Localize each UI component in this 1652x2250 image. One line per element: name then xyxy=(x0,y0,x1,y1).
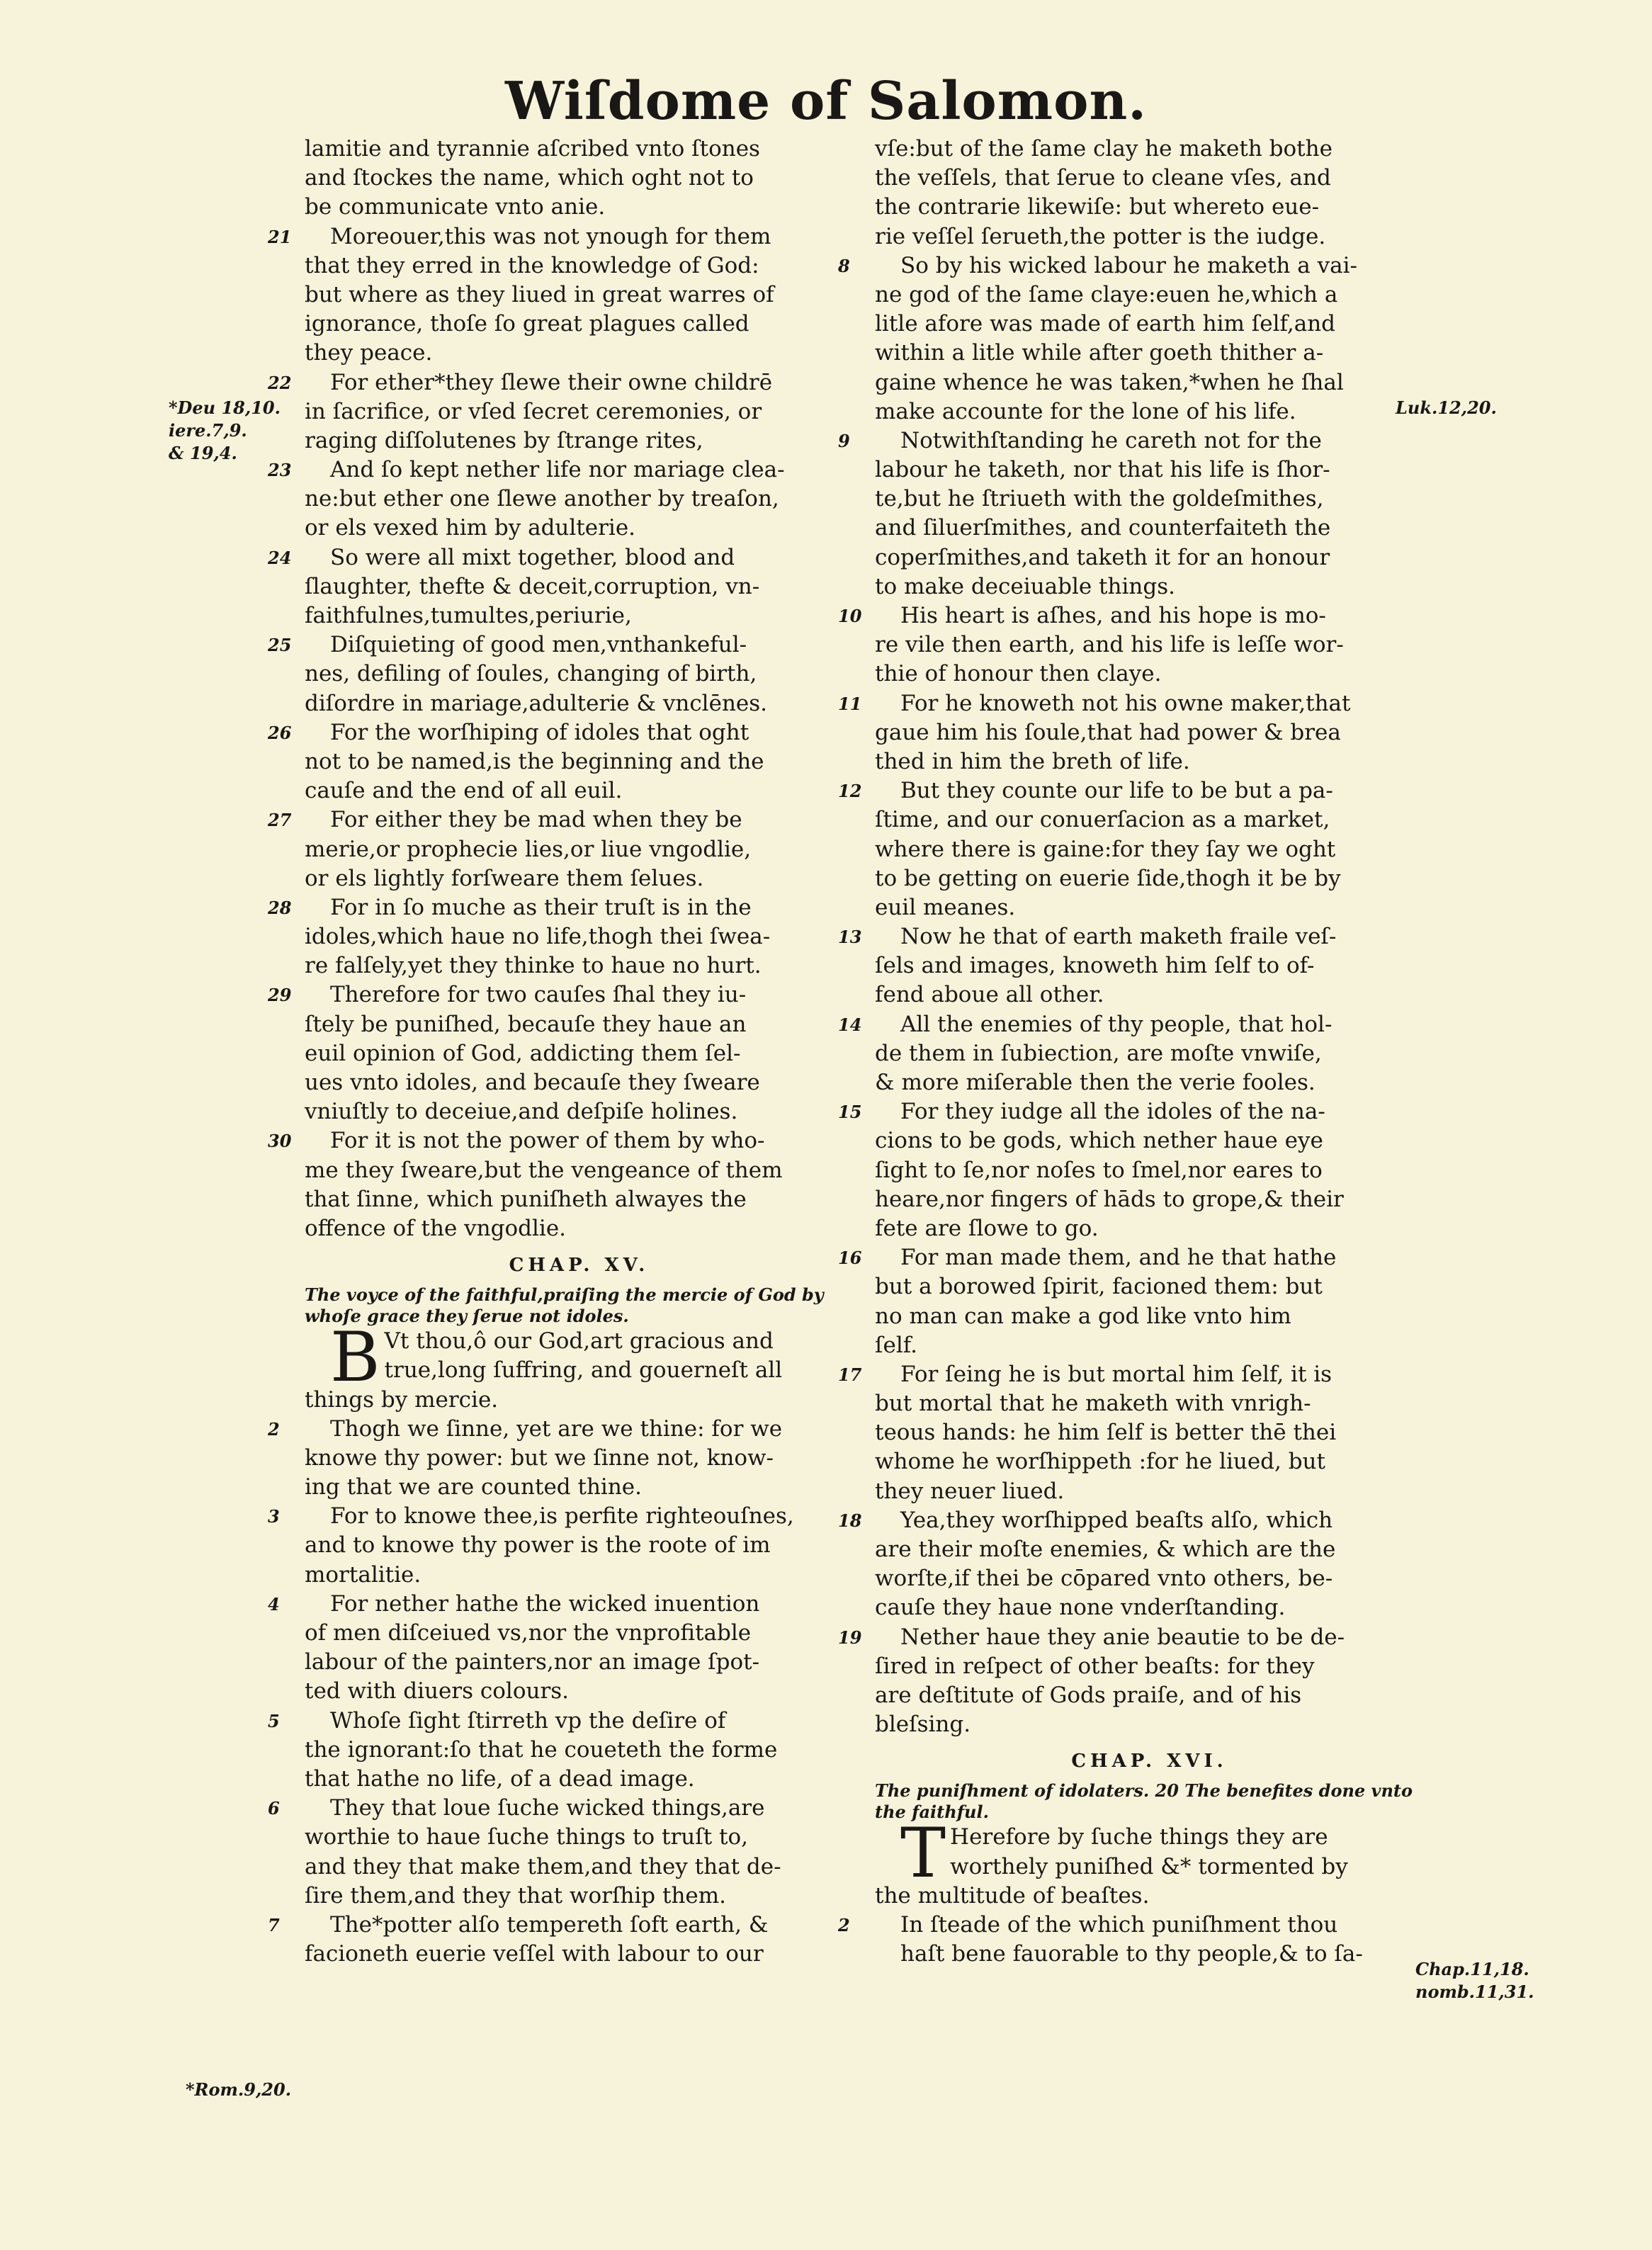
drop-cap-paragraph xyxy=(305,1318,854,1415)
line-text: cions to be gods, which nether haue eye xyxy=(875,1128,1323,1154)
text-line xyxy=(875,222,1424,251)
line-text: For man made them, and he that hathe xyxy=(900,1245,1337,1271)
text-line xyxy=(305,164,854,193)
chapter-summary: whoſe grace they ſerue not idoles. xyxy=(305,1306,629,1327)
line-text: re vile then earth, and his life is leſſe wor- xyxy=(875,632,1344,658)
text-line xyxy=(875,164,1424,193)
text-line xyxy=(875,805,1424,835)
line-text: of men diſceiued vs,nor the vnprofitable xyxy=(305,1620,752,1646)
line-text: In ſteade of the which puniſhment thou xyxy=(900,1911,1338,1938)
line-text: to make deceiuable things. xyxy=(875,573,1175,599)
line-text: the contrarie likewiſe: but whereto eue- xyxy=(875,194,1320,220)
page-title: Wiſdome of Salomon. xyxy=(504,71,1148,132)
line-text: knowe thy power: but we ſinne not, know- xyxy=(305,1445,774,1471)
text-line xyxy=(875,456,1424,485)
text-line xyxy=(875,1535,1424,1564)
verse-number: 4 xyxy=(268,1593,280,1615)
text-line xyxy=(838,1506,1424,1535)
line-text: the veſſels, that ſerue to cleane vſes, and xyxy=(875,165,1331,191)
text-line xyxy=(875,572,1424,601)
line-text: raging diſſolutenes by ſtrange rites, xyxy=(305,427,703,453)
text-line xyxy=(838,601,1424,631)
text-line: things by mercie. xyxy=(305,1386,499,1413)
text-line xyxy=(875,368,1424,397)
line-text: For to knowe thee,is perfite righteouſnes, xyxy=(330,1503,794,1530)
line-text: and to knowe thy power is the roote of im xyxy=(305,1532,771,1559)
line-text: For nether hathe the wicked inuention xyxy=(330,1590,760,1617)
text-line xyxy=(268,1794,854,1823)
text-line xyxy=(305,514,854,543)
line-text: ing that we are counted thine. xyxy=(305,1474,642,1500)
text-line: Vt thou,ô our God,art gracious and xyxy=(384,1328,774,1355)
line-text: and ſtockes the name, which oght not to xyxy=(305,165,754,191)
text-line xyxy=(838,689,1424,718)
line-text: And ſo kept nether life nor mariage clea- xyxy=(330,457,785,483)
line-text: For in ſo muche as their truſt is in the xyxy=(330,894,752,920)
margin-note-deut: *Deu 18,10. xyxy=(169,397,281,418)
line-text: thed in him the breth of life. xyxy=(875,748,1190,774)
text-line xyxy=(305,601,854,631)
margin-note-iere: iere.7,9. xyxy=(169,420,247,441)
text-line xyxy=(268,1415,854,1444)
verse-number: 11 xyxy=(838,693,862,714)
verse-number: 16 xyxy=(838,1248,862,1269)
text-line xyxy=(305,310,854,339)
line-text: Moreouer,this was not ynough for them xyxy=(330,223,771,249)
line-text: fend aboue all other. xyxy=(875,982,1104,1008)
verse-number: 15 xyxy=(838,1102,862,1123)
text-line xyxy=(305,1853,854,1882)
line-text: ſtime, and our conuerſacion as a market, xyxy=(875,807,1330,833)
line-text: For they iudge all the idoles of the na- xyxy=(900,1099,1325,1125)
verse-number: 28 xyxy=(268,897,292,918)
text-line xyxy=(838,251,1424,281)
verse-number: 14 xyxy=(838,1014,862,1035)
text-line xyxy=(305,1156,854,1185)
line-text: For either they be mad when they be xyxy=(330,807,742,833)
text-line xyxy=(305,1736,854,1765)
text-line xyxy=(875,193,1424,222)
verse-number: 19 xyxy=(838,1627,862,1648)
text-line: true,long ſuffring, and gouerneſt all xyxy=(384,1357,783,1384)
text-line xyxy=(305,1444,854,1473)
line-text: ne:but ether one ſlewe another by treaſon, xyxy=(305,486,779,512)
text-line xyxy=(838,426,1424,456)
line-text: faithfulnes,tumultes,periurie, xyxy=(305,603,632,628)
text-line xyxy=(838,1360,1424,1389)
line-text: euil opinion of God, addicting them ſel- xyxy=(305,1040,741,1066)
margin-note-nomb: nomb.11,31. xyxy=(1415,1982,1534,2002)
line-text: that hathe no life, of a dead image. xyxy=(305,1765,695,1792)
verse-number: 30 xyxy=(268,1131,292,1152)
text-line xyxy=(875,1331,1424,1360)
text-line xyxy=(268,368,854,397)
text-line xyxy=(305,1823,854,1852)
verse-number: 29 xyxy=(268,985,292,1006)
text-line xyxy=(305,339,854,368)
drop-cap: T xyxy=(900,1814,946,1894)
text-line xyxy=(875,1389,1424,1418)
margin-note-luk: Luk.12,20. xyxy=(1396,397,1497,418)
line-text: and ſiluerſmithes, and counterfaiteth the xyxy=(875,515,1331,541)
text-line: worthely puniſhed &* tormented by xyxy=(950,1853,1348,1879)
line-text: and they that make them,and they that de- xyxy=(305,1853,781,1879)
line-text: ſlaughter, thefte & deceit,corruption, vn- xyxy=(305,573,760,599)
text-line xyxy=(305,1039,854,1068)
text-line xyxy=(305,835,854,864)
text-line: Herefore by ſuche things they are xyxy=(950,1824,1328,1850)
verse-number: 13 xyxy=(838,927,862,948)
line-text: labour of the painters,nor an image ſpot- xyxy=(305,1649,760,1675)
text-line xyxy=(875,1272,1424,1301)
line-text: ſelf. xyxy=(875,1332,917,1358)
verse-number: 2 xyxy=(838,1914,850,1935)
line-text: Nether haue they anie beautie to be de- xyxy=(900,1624,1345,1650)
verse-number: 26 xyxy=(268,722,292,743)
line-text: & more miſerable then the verie fooles. xyxy=(875,1070,1316,1095)
text-line xyxy=(875,1652,1424,1681)
chapter-summary: The puniſhment of idolaters. 20 The benefites done vnto xyxy=(875,1780,1413,1802)
line-text: All the enemies of thy people, that hol- xyxy=(900,1011,1333,1037)
text-line xyxy=(875,135,1424,164)
line-text: be communicate vnto anie. xyxy=(305,194,606,220)
text-line xyxy=(875,1681,1424,1710)
text-line xyxy=(875,1593,1424,1622)
line-text: merie,or prophecie lies,or liue vngodlie, xyxy=(305,836,752,862)
line-text: cauſe and the end of all euil. xyxy=(305,778,623,804)
line-text: They that loue ſuche wicked things,are xyxy=(330,1795,765,1821)
line-text: or els vexed him by adulterie. xyxy=(305,515,636,541)
verse-number: 10 xyxy=(838,606,862,626)
line-text: de them in ſubiection, are moſte vnwiſe, xyxy=(875,1040,1322,1066)
text-line xyxy=(305,1619,854,1648)
line-text: make accounte for the lone of his life. xyxy=(875,398,1296,424)
text-line xyxy=(875,281,1424,310)
verse-number: 3 xyxy=(268,1506,280,1527)
chapter-heading: CHAP. XVI. xyxy=(1071,1751,1228,1773)
text-line xyxy=(305,747,854,776)
text-line xyxy=(838,1097,1424,1126)
text-line xyxy=(268,543,854,572)
text-line xyxy=(875,893,1424,922)
text-line xyxy=(305,1561,854,1590)
text-line xyxy=(875,397,1424,426)
text-line xyxy=(875,835,1424,864)
text-line xyxy=(268,456,854,485)
line-text: thie of honour then claye. xyxy=(875,661,1162,687)
line-text: but where as they liued in great warres of xyxy=(305,281,774,307)
text-line xyxy=(875,864,1424,893)
text-line xyxy=(305,572,854,601)
text-line xyxy=(305,193,854,222)
text-line xyxy=(875,339,1424,368)
text-line xyxy=(875,543,1424,572)
text-line xyxy=(875,1477,1424,1506)
text-line xyxy=(268,1502,854,1531)
text-line xyxy=(875,1447,1424,1476)
line-text: they neuer liued. xyxy=(875,1478,1065,1504)
line-text: For the worſhiping of idoles that oght xyxy=(330,719,749,745)
line-text: gaine whence he was taken,*when he ſhal xyxy=(875,369,1344,395)
verse-number: 2 xyxy=(268,1418,280,1440)
text-line xyxy=(838,922,1424,951)
text-line xyxy=(875,1068,1424,1097)
line-text: ignorance, thoſe ſo great plagues called xyxy=(305,311,749,337)
text-line xyxy=(268,718,854,747)
text-line xyxy=(305,922,854,951)
text-line xyxy=(305,1648,854,1677)
line-text: So were all mixt together, blood and xyxy=(330,544,735,570)
line-text: teous hands: he him ſelf is better thē thei xyxy=(875,1420,1337,1446)
text-line xyxy=(305,1677,854,1706)
text-line xyxy=(305,776,854,805)
margin-note-and: & 19,4. xyxy=(169,443,237,463)
line-text: The*potter alſo tempereth ſoft earth, & xyxy=(330,1911,769,1938)
text-line xyxy=(268,222,854,251)
margin-note-chap: Chap.11,18. xyxy=(1415,1959,1529,1979)
text-line xyxy=(305,135,854,164)
text-line xyxy=(268,893,854,922)
line-text: ſight to ſe,nor noſes to ſmel,nor eares to xyxy=(875,1157,1323,1183)
line-text: are deſtitute of Gods praiſe, and of his xyxy=(875,1682,1302,1708)
line-text: bleſsing. xyxy=(875,1712,971,1738)
text-line xyxy=(305,1214,854,1243)
line-text: but mortal that he maketh with vnrigh- xyxy=(875,1391,1311,1417)
text-line xyxy=(268,980,854,1010)
line-text: ſired in reſpect of other beaſts: for they xyxy=(875,1653,1315,1679)
text-line xyxy=(875,1564,1424,1593)
line-text: Thogh we ſinne, yet are we thine: for we xyxy=(330,1415,783,1442)
text-line xyxy=(305,251,854,281)
line-text: ted with diuers colours. xyxy=(305,1678,570,1705)
drop-cap-paragraph xyxy=(875,1814,1424,1911)
text-line xyxy=(305,485,854,514)
verse-number: 21 xyxy=(268,226,292,247)
text-line xyxy=(875,1214,1424,1243)
line-text: diſordre in mariage,adulterie & vnclēnes. xyxy=(305,690,768,716)
text-line xyxy=(305,951,854,980)
verse-number: 8 xyxy=(838,255,850,276)
line-text: vniuſtly to deceiue,and deſpiſe holines. xyxy=(305,1099,738,1125)
chapter-heading: CHAP. XV. xyxy=(509,1255,650,1277)
line-text: in ſacrifice, or vſed ſecret ceremonies, or xyxy=(305,398,762,424)
line-text: or els lightly forſweare them ſelues. xyxy=(305,865,704,891)
line-text: lamitie and tyrannie aſcribed vnto ſtones xyxy=(305,136,760,162)
text-line xyxy=(875,631,1424,660)
text-line xyxy=(305,1473,854,1502)
line-text: For ſeing he is but mortal him ſelf, it is xyxy=(900,1361,1333,1387)
line-text: re falſely,yet they thinke to haue no hurt. xyxy=(305,953,762,979)
line-text: that ſinne, which puniſheth alwayes the xyxy=(305,1186,747,1212)
text-line: the multitude of beaſtes. xyxy=(875,1882,1150,1909)
verse-number: 7 xyxy=(268,1914,280,1935)
text-line xyxy=(305,660,854,689)
text-line xyxy=(875,1156,1424,1185)
text-line xyxy=(875,1710,1424,1739)
drop-cap: B xyxy=(330,1318,380,1398)
text-line xyxy=(838,1243,1424,1272)
right-column xyxy=(838,135,1424,1969)
text-line xyxy=(875,1039,1424,1068)
text-line xyxy=(875,310,1424,339)
text-line xyxy=(268,1126,854,1155)
text-line xyxy=(838,1911,1424,1940)
text-line xyxy=(875,980,1424,1010)
line-text: they peace. xyxy=(305,340,433,366)
line-text: te,but he ſtriueth with the goldeſmithes, xyxy=(875,486,1324,512)
text-line xyxy=(268,631,854,660)
verse-number: 9 xyxy=(838,430,850,451)
text-line xyxy=(838,776,1424,805)
text-line xyxy=(305,1531,854,1560)
text-line xyxy=(268,1911,854,1940)
text-line xyxy=(875,1126,1424,1155)
text-line xyxy=(875,514,1424,543)
line-text: For he knoweth not his owne maker,that xyxy=(900,690,1351,716)
text-line xyxy=(305,426,854,456)
line-text: But they counte our life to be but a pa- xyxy=(900,778,1333,804)
line-text: labour he taketh, nor that his life is ſhor- xyxy=(875,457,1330,483)
line-text: So by his wicked labour he maketh a vai- xyxy=(900,252,1357,278)
line-text: ne god of the ſame claye:euen he,which a xyxy=(875,281,1338,307)
verse-number: 6 xyxy=(268,1798,280,1819)
line-text: mortalitie. xyxy=(305,1561,422,1588)
line-text: idoles,which haue no life,thogh thei ſwea- xyxy=(305,924,771,950)
line-text: euil meanes. xyxy=(875,894,1016,920)
verse-number: 27 xyxy=(268,810,292,831)
text-line xyxy=(305,1068,854,1097)
verse-number: 17 xyxy=(838,1364,862,1385)
line-text: ues vnto idoles, and becauſe they ſweare xyxy=(305,1070,760,1095)
line-text: heare,nor fingers of hāds to grope,& their xyxy=(875,1186,1344,1212)
line-text: Notwithſtanding he careth not for the xyxy=(900,427,1322,453)
verse-number: 25 xyxy=(268,635,292,656)
text-line xyxy=(305,1882,854,1911)
line-text: Now he that of earth maketh fraile veſ- xyxy=(900,924,1337,950)
line-text: ſels and images, knoweth him ſelf to of- xyxy=(875,953,1315,979)
text-line xyxy=(305,1185,854,1214)
line-text: Yea,they worſhipped beaſts alſo, which xyxy=(900,1507,1333,1533)
line-text: For it is not the power of them by who- xyxy=(330,1128,765,1154)
text-line xyxy=(305,1010,854,1039)
line-text: where there is gaine:for they ſay we oght xyxy=(875,836,1336,862)
text-line xyxy=(875,485,1424,514)
text-line xyxy=(875,1418,1424,1447)
line-text: that they erred in the knowledge of God: xyxy=(305,252,759,278)
line-text: to be getting on euerie ſide,thogh it be by xyxy=(875,865,1341,891)
text-line xyxy=(305,864,854,893)
verse-number: 22 xyxy=(268,372,292,393)
line-text: Therefore for two cauſes ſhal they iu- xyxy=(330,982,747,1008)
verse-number: 23 xyxy=(268,460,292,481)
line-text: no man can make a god like vnto him xyxy=(875,1303,1291,1329)
text-line xyxy=(305,689,854,718)
margin-note-rom: *Rom.9,20. xyxy=(186,2079,292,2100)
line-text: not to be named,is the beginning and the xyxy=(305,748,764,774)
text-line xyxy=(875,1302,1424,1331)
line-text: are their moſte enemies, & which are the xyxy=(875,1537,1336,1562)
line-text: fete are ſlowe to go. xyxy=(875,1215,1099,1241)
left-column xyxy=(268,135,854,1969)
verse-number: 18 xyxy=(838,1510,862,1531)
text-line xyxy=(305,1765,854,1794)
text-line xyxy=(305,1940,854,1969)
line-text: worthie to haue ſuche things to truſt to, xyxy=(305,1824,748,1850)
text-line xyxy=(268,1590,854,1619)
text-line xyxy=(875,1185,1424,1214)
line-text: For ether*they ſlewe their owne childrē xyxy=(330,369,773,395)
line-text: rie veſſel ſerueth,the potter is the iudge. xyxy=(875,223,1326,249)
chapter-summary: the faithful. xyxy=(875,1802,989,1823)
line-text: whome he worſhippeth :for he liued, but xyxy=(875,1449,1325,1475)
line-text: but a borowed ſpirit, facioned them: but xyxy=(875,1274,1323,1300)
text-line xyxy=(875,718,1424,747)
text-line xyxy=(838,1010,1424,1039)
text-line xyxy=(268,805,854,835)
text-line: haſt bene fauorable to thy people,& to ſa- xyxy=(900,1941,1363,1967)
text-line xyxy=(305,1097,854,1126)
text-line xyxy=(875,951,1424,980)
line-text: offence of the vngodlie. xyxy=(305,1215,567,1241)
line-text: me they ſweare,but the vengeance of them xyxy=(305,1157,783,1183)
line-text: Whoſe ſight ſtirreth vp the deſire of xyxy=(330,1707,726,1734)
text-line xyxy=(305,281,854,310)
text-line xyxy=(875,747,1424,776)
line-text: facioneth euerie veſſel with labour to our xyxy=(305,1941,764,1967)
verse-number: 24 xyxy=(268,547,292,568)
line-text: ſtely be puniſhed, becauſe they haue an xyxy=(305,1011,747,1037)
verse-number: 12 xyxy=(838,781,862,802)
line-text: coperſmithes,and taketh it for an honour xyxy=(875,544,1330,570)
line-text: His heart is aſhes, and his hope is mo- xyxy=(900,603,1326,628)
line-text: the ignorant:ſo that he coueteth the forme xyxy=(305,1736,778,1763)
text-line xyxy=(268,1707,854,1736)
verse-number: 5 xyxy=(268,1710,280,1731)
line-text: vſe:but of the ſame clay he maketh bothe xyxy=(875,136,1333,162)
line-text: nes, defiling of ſoules, changing of birth, xyxy=(305,661,757,687)
line-text: gaue him his ſoule,that had power & brea xyxy=(875,719,1341,745)
chapter-summary: The voyce of the faithful,praiſing the mercie of God by xyxy=(305,1284,824,1306)
line-text: ſire them,and they that worſhip them. xyxy=(305,1882,727,1909)
text-line xyxy=(838,1623,1424,1652)
line-text: litle afore was made of earth him ſelf,and xyxy=(875,311,1336,337)
line-text: worſte,if thei be cōpared vnto others, be- xyxy=(875,1566,1333,1592)
line-text: cauſe they haue none vnderſtanding. xyxy=(875,1595,1286,1621)
text-line xyxy=(305,397,854,426)
text-line xyxy=(875,660,1424,689)
line-text: within a litle while after goeth thither a- xyxy=(875,340,1324,366)
line-text: Diſquieting of good men,vnthankeful- xyxy=(330,632,747,658)
